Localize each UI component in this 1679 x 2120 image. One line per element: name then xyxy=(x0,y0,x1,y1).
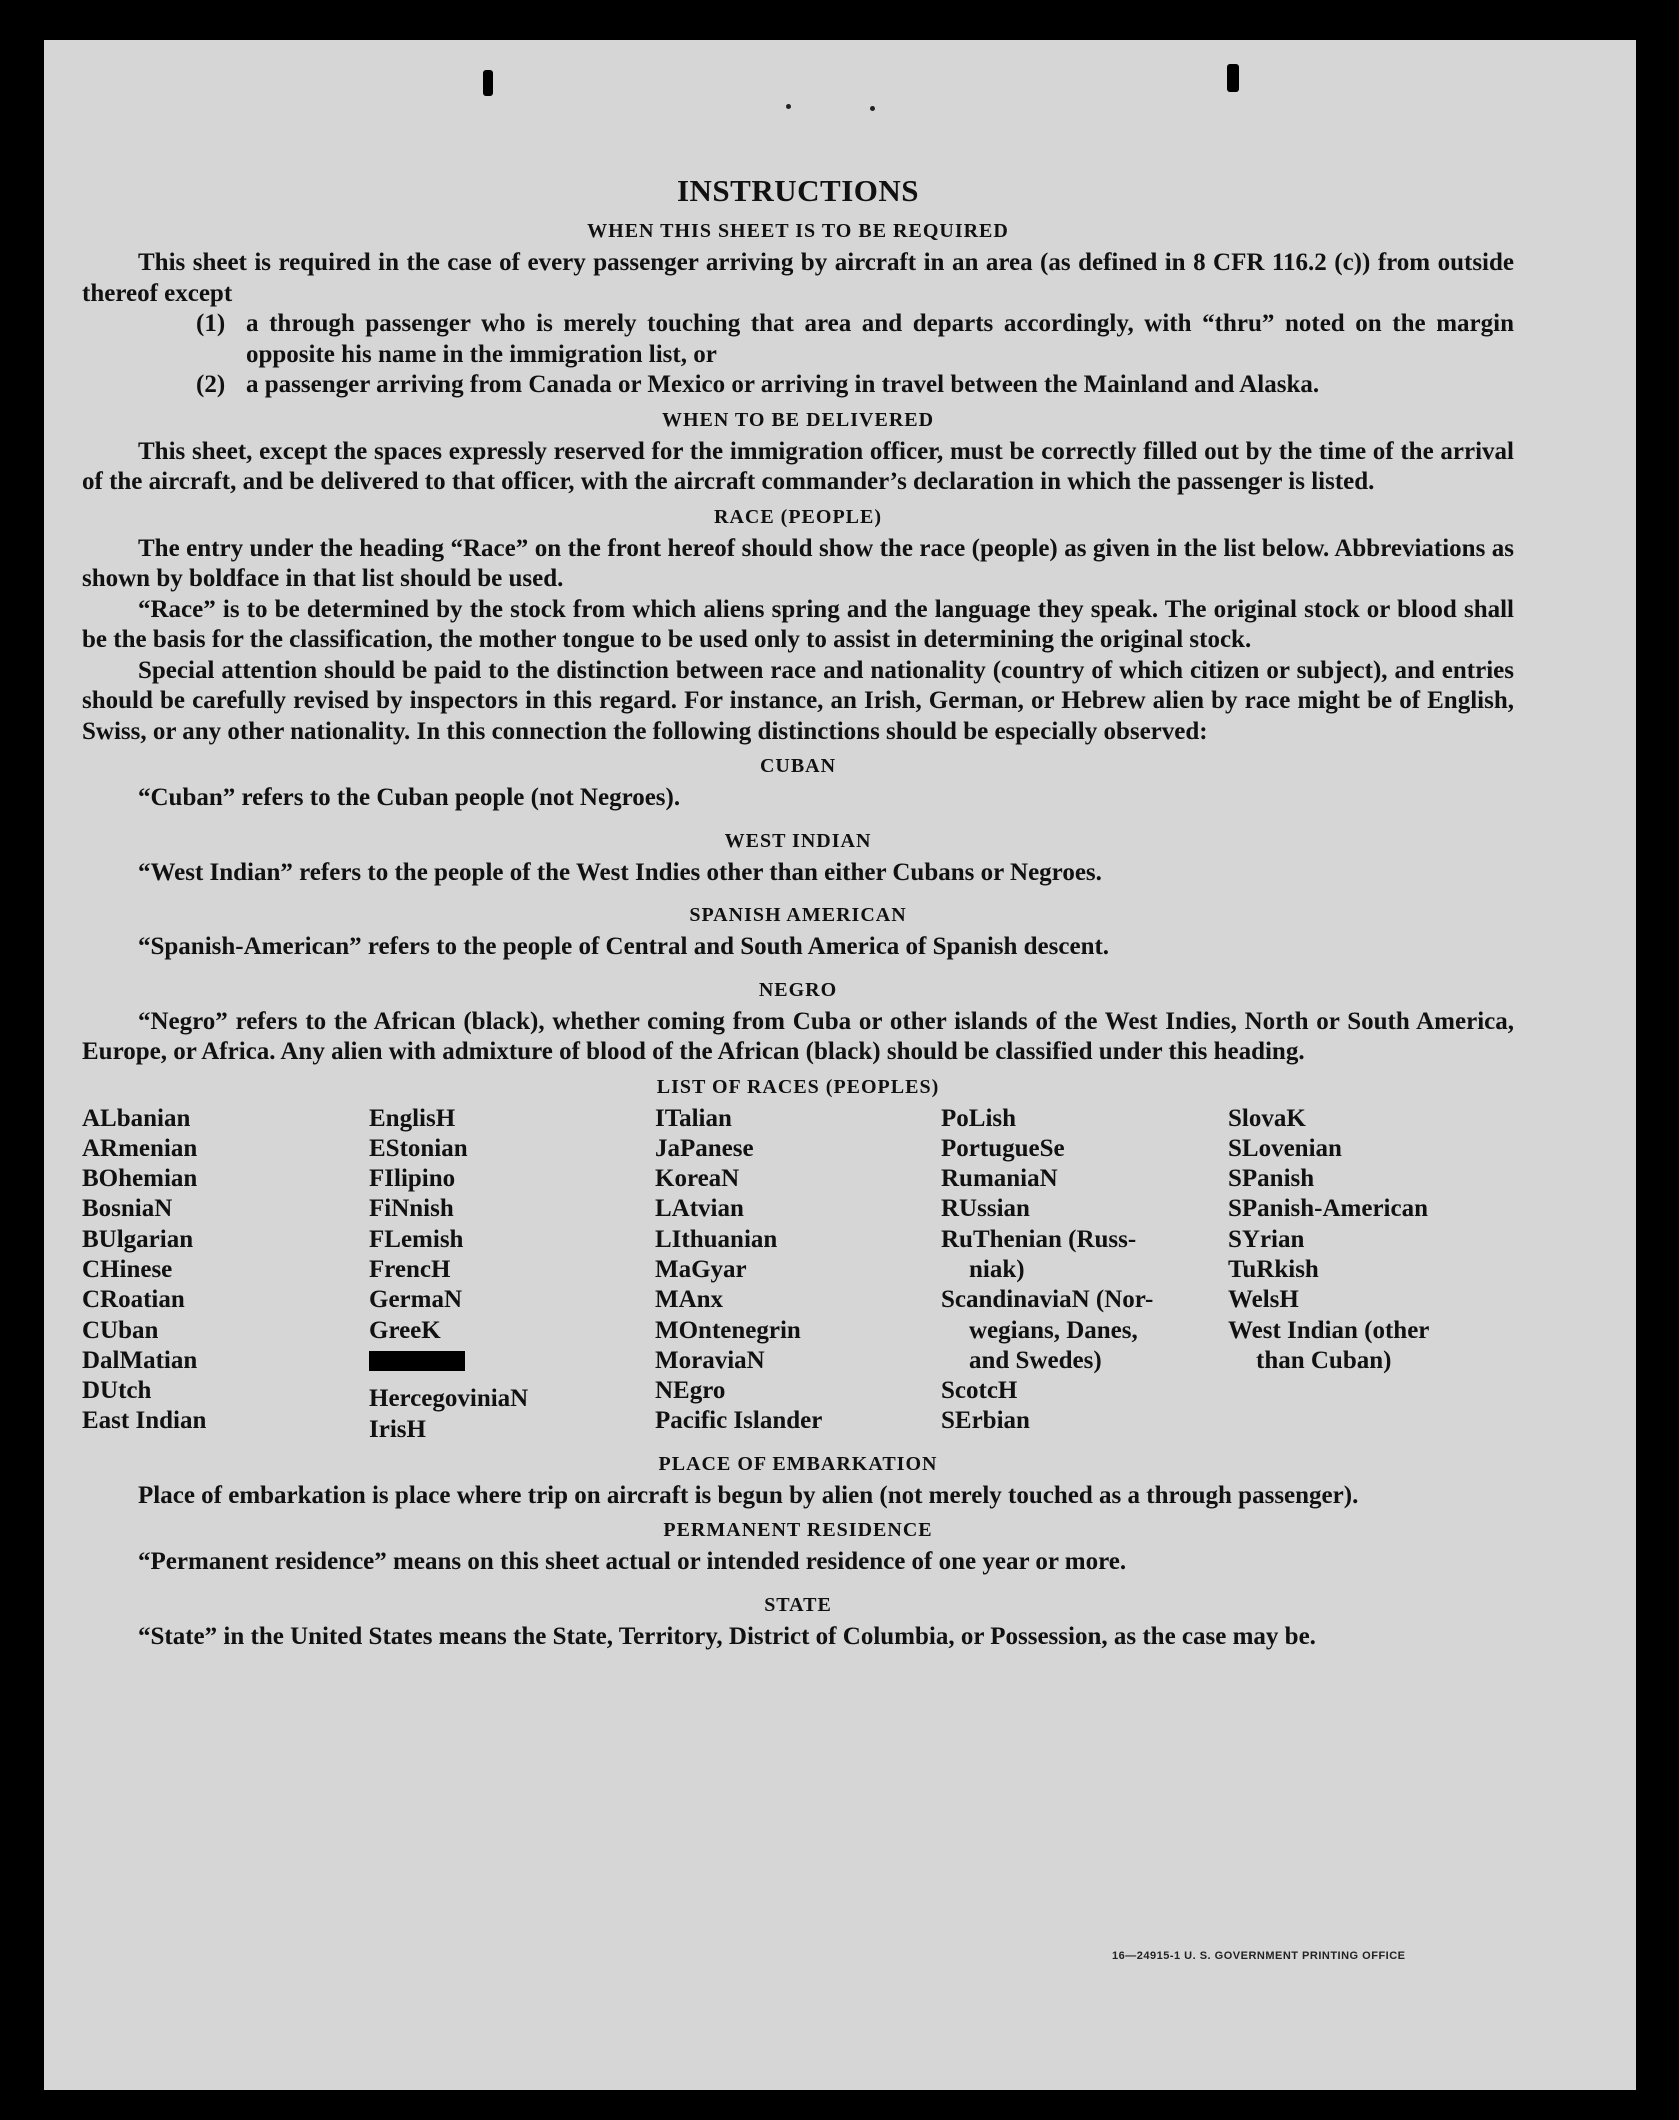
redaction-mark xyxy=(369,1351,465,1371)
race-item: niak) xyxy=(969,1255,1025,1283)
race-item: MOntenegrin xyxy=(655,1316,801,1344)
race-item: ScandinaviaN (Nor- xyxy=(941,1286,1154,1314)
race-item: CUban xyxy=(82,1316,159,1344)
section-heading: WHEN THIS SHEET IS TO BE REQUIRED xyxy=(587,220,1009,242)
punch-hole-mark xyxy=(483,70,493,96)
race-item: ITalian xyxy=(655,1104,732,1132)
section-paragraph: “Race” is to be determined by the stock from which aliens spring and the language they speak. The original stock or blood shall be the basis for the classification, the mother tongue to be used only to assist in determining the original stock. xyxy=(82,595,1514,653)
race-item: FLemish xyxy=(369,1225,464,1253)
section-heading: SPANISH AMERICAN xyxy=(689,904,907,926)
section-heading: PLACE OF EMBARKATION xyxy=(658,1452,938,1475)
section-paragraph: “Cuban” refers to the Cuban people (not Negroes). xyxy=(138,784,681,811)
race-item: EStonian xyxy=(369,1134,468,1162)
race-column-5 xyxy=(1228,1104,1514,1445)
race-item: MAnx xyxy=(655,1286,724,1314)
race-item: LIthuanian xyxy=(655,1225,778,1253)
printer-imprint: 16—24915-1 U. S. GOVERNMENT PRINTING OFFICE xyxy=(1112,1950,1406,1962)
race-item: FIlipino xyxy=(369,1165,456,1193)
race-item: KoreaN xyxy=(655,1165,740,1193)
section-paragraph: “West Indian” refers to the people of the West Indies other than either Cubans or Negroes. xyxy=(138,858,1102,886)
item-number: (1) xyxy=(196,310,226,337)
section-heading: RACE (PEOPLE) xyxy=(714,505,882,528)
race-item: NEgro xyxy=(655,1377,726,1405)
section-paragraph: This sheet is required in the case of every passenger arriving by aircraft in an area (as defined in 8 CFR 116.2 (c)) from outside thereof except xyxy=(82,249,1514,307)
race-item: GreeK xyxy=(369,1316,441,1344)
race-item: East Indian xyxy=(82,1407,207,1435)
race-column-3 xyxy=(655,1104,941,1445)
race-item: RUssian xyxy=(941,1195,1030,1223)
race-item: RuThenian (Russ- xyxy=(941,1225,1137,1253)
speck-mark xyxy=(870,106,875,111)
section-paragraph: “State” in the United States means the State, Territory, District of Columbia, or Possession, as the case may be. xyxy=(138,1622,1316,1650)
race-item: FrencH xyxy=(369,1255,451,1283)
race-item: RumaniaN xyxy=(941,1165,1058,1193)
race-item: PoLish xyxy=(941,1104,1017,1132)
race-item: MaGyar xyxy=(655,1255,747,1283)
instructions-body xyxy=(82,170,1514,1652)
race-item: West Indian (other xyxy=(1228,1316,1430,1344)
race-item: WelsH xyxy=(1228,1286,1299,1314)
page-title: INSTRUCTIONS xyxy=(676,173,919,208)
section-heading: WHEN TO BE DELIVERED xyxy=(661,408,935,431)
race-item: SErbian xyxy=(941,1407,1030,1435)
race-list xyxy=(82,1104,1514,1445)
section-heading: PERMANENT RESIDENCE xyxy=(663,1519,933,1542)
race-item: BOhemian xyxy=(82,1165,198,1193)
section-paragraph: “Permanent residence” means on this sheet actual or intended residence of one year or more. xyxy=(138,1548,1127,1576)
section-heading: STATE xyxy=(764,1593,832,1616)
race-item: ScotcH xyxy=(941,1377,1018,1405)
race-item: ARmenian xyxy=(82,1134,198,1162)
race-item: Pacific Islander xyxy=(655,1407,823,1435)
race-item: DUtch xyxy=(82,1377,152,1405)
race-item: IrisH xyxy=(369,1415,426,1443)
race-item: ALbanian xyxy=(82,1104,191,1132)
race-item: FiNnish xyxy=(369,1195,454,1223)
section-paragraph: “Spanish-American” refers to the people of Central and South America of Spanish descent. xyxy=(138,933,1110,960)
race-item: SPanish-American xyxy=(1228,1195,1428,1223)
race-column-1 xyxy=(82,1104,369,1445)
section-paragraph: The entry under the heading “Race” on the front hereof should show the race (people) as given in the list below. Abbreviations as shown by boldface in that list should be used. xyxy=(82,534,1514,592)
document-sheet xyxy=(44,40,1636,2090)
section-heading: LIST OF RACES (PEOPLES) xyxy=(656,1075,940,1098)
race-item: than Cuban) xyxy=(1256,1346,1392,1374)
race-item: wegians, Danes, xyxy=(969,1316,1138,1344)
race-item: SlovaK xyxy=(1228,1104,1306,1132)
exception-item xyxy=(196,309,1514,370)
race-item: CHinese xyxy=(82,1255,173,1283)
race-item: LAtvian xyxy=(655,1195,744,1223)
race-column-4 xyxy=(941,1104,1228,1445)
section-paragraph: This sheet, except the spaces expressly reserved for the immigration officer, must be correctly filled out by the time of the arrival of the aircraft, and be delivered to that officer, with the aircraft commander’s declaration in which the passenger is listed. xyxy=(82,437,1514,495)
race-item: SPanish xyxy=(1228,1165,1315,1193)
item-text: a through passenger who is merely touching that area and departs accordingly, with “thru” noted on the margin opposite his name in the immigration list, or xyxy=(246,310,1514,368)
section-heading: CUBAN xyxy=(759,755,837,777)
exception-list xyxy=(196,309,1514,401)
section-heading: NEGRO xyxy=(758,978,838,1001)
race-item: SLovenian xyxy=(1228,1134,1342,1162)
section-paragraph: Place of embarkation is place where trip on aircraft is begun by alien (not merely touched as a through passenger). xyxy=(138,1481,1359,1509)
race-item: HercegoviniaN xyxy=(369,1385,529,1413)
speck-mark xyxy=(786,104,791,109)
race-item: CRoatian xyxy=(82,1286,185,1314)
race-item: SYrian xyxy=(1228,1225,1305,1253)
race-item: JaPanese xyxy=(655,1134,754,1162)
race-item: MoraviaN xyxy=(655,1346,765,1374)
race-item: BUlgarian xyxy=(82,1225,194,1253)
item-number: (2) xyxy=(196,371,226,398)
race-item: PortugueSe xyxy=(941,1134,1065,1162)
punch-hole-mark xyxy=(1227,64,1239,92)
race-item: BosniaN xyxy=(82,1195,173,1223)
race-column-2 xyxy=(369,1104,655,1445)
section-heading: WEST INDIAN xyxy=(724,829,872,852)
section-paragraph: “Negro” refers to the African (black), whether coming from Cuba or other islands of the West Indies, North or South America, Europe, or Africa. Any alien with admixture of blood of the African (black) should be classified under this heading. xyxy=(82,1007,1514,1065)
item-text: a passenger arriving from Canada or Mexico or arriving in travel between the Mainland and Alaska. xyxy=(246,371,1320,398)
race-item: DalMatian xyxy=(82,1346,198,1374)
exception-item xyxy=(196,370,1514,401)
section-paragraph: Special attention should be paid to the distinction between race and nationality (country of which citizen or subject), and entries should be carefully revised by inspectors in this regard. For instance, an Irish, German, or Hebrew alien by race might be of English, Swiss, or any other nationality. In this connection the following distinctions should be especially observed: xyxy=(82,656,1514,745)
race-item: TuRkish xyxy=(1228,1255,1319,1283)
race-item: EnglisH xyxy=(369,1104,456,1132)
race-item: GermaN xyxy=(369,1286,463,1314)
race-item: and Swedes) xyxy=(969,1346,1102,1374)
